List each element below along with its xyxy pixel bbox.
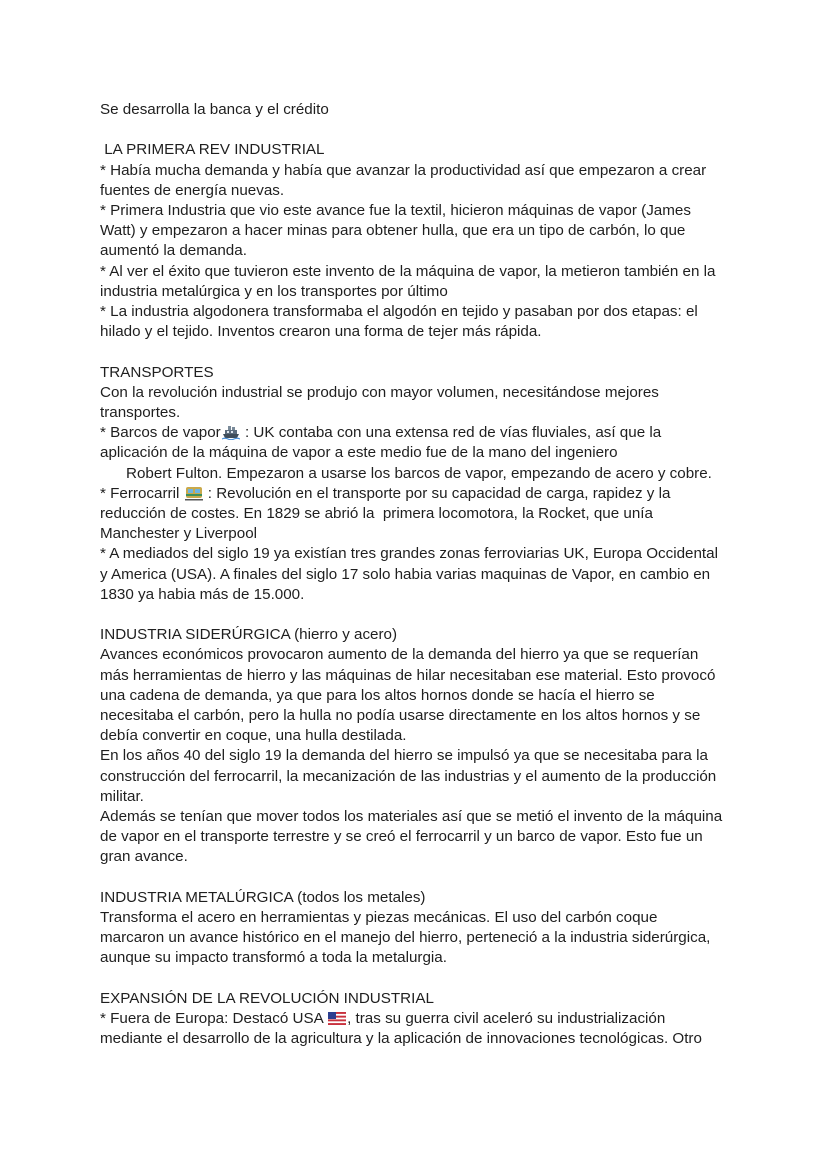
text-line: de vapor en el transporte terrestre y se creó el ferrocarril y un barco de vapor. Esto fue un <box>100 828 703 846</box>
text-line: más herramientas de hierro y las máquinas de hilar necesitaban ese material. Esto provocó <box>100 666 716 684</box>
text-line-ferrocarril <box>100 484 740 504</box>
text-line: mediante el desarrollo de la agricultura y la aplicación de innovaciones tecnológicas. Otro <box>100 1030 702 1048</box>
text-line: Watt) y empezaron a hacer minas para obtener hulla, que era un tipo de carbón, lo que <box>100 222 686 240</box>
section-siderurgica-body <box>100 645 740 867</box>
text-line: * Al ver el éxito que tuvieron este invento de la máquina de vapor, la metieron también en la <box>100 262 716 280</box>
text-fragment: : UK contaba con una extensa red de vías fluviales, así que la <box>240 424 662 442</box>
text-line: Avances económicos provocaron aumento de la demanda del hierro ya que se requerían <box>100 646 699 664</box>
text-fragment: * Barcos de vapor <box>100 424 221 442</box>
text-line: hilado y el tejido. Inventos crearon una forma de tejer más rápida. <box>100 323 542 341</box>
text-line: transportes. <box>100 404 181 422</box>
text-line: industria metalúrgica y en los transportes por último <box>100 282 448 300</box>
section-expansion-body <box>100 1009 740 1049</box>
text-line: construcción del ferrocarril, la mecanización de las industrias y el aumento de la producción <box>100 767 717 785</box>
text-line-barcos <box>100 423 740 443</box>
text-line: Robert Fulton. Empezaron a usarse los barcos de vapor, empezando de acero y cobre. <box>126 464 712 482</box>
section-title-expansion: EXPANSIÓN DE LA REVOLUCIÓN INDUSTRIAL <box>100 989 434 1007</box>
text-line: * La industria algodonera transformaba el algodón en tejido y pasaban por dos etapas: el <box>100 303 698 321</box>
section-title-primera-rev: LA PRIMERA REV INDUSTRIAL <box>100 141 325 159</box>
text-line: En los años 40 del siglo 19 la demanda del hierro se impulsó ya que se necesitaba para la <box>100 747 708 765</box>
text-line: aunque su impacto transformó a toda la metalurgia. <box>100 949 447 967</box>
text-line: marcaron un avance histórico en el manejo del hierro, perteneció a la industria siderúrgica, <box>100 929 711 947</box>
text-line: fuentes de energía nuevas. <box>100 181 285 199</box>
text-line: 1830 ya habia más de 15.000. <box>100 585 305 603</box>
text-line: aumentó la demanda. <box>100 242 247 260</box>
text-line: Además se tenían que mover todos los materiales así que se metió el invento de la máquina <box>100 808 723 826</box>
text-line: militar. <box>100 787 144 805</box>
text-fragment: * Fuera de Europa: Destacó USA <box>100 1010 328 1028</box>
text-line: * A mediados del siglo 19 ya existían tres grandes zonas ferroviarias UK, Europa Occidental <box>100 545 718 563</box>
text-line: necesitaba el carbón, pero la hulla no podía usarse directamente en los altos hornos y se <box>100 707 701 725</box>
text-line: una cadena de demanda, ya que para los altos hornos donde se hacía el hierro se <box>100 686 655 704</box>
text-line: * Primera Industria que vio este avance fue la textil, hicieron máquinas de vapor (James <box>100 202 691 219</box>
ship-icon <box>222 425 240 440</box>
text-line: gran avance. <box>100 848 188 866</box>
section-title-transportes: TRANSPORTES <box>100 363 214 381</box>
text-line: reducción de costes. En 1829 se abrió la primera locomotora, la Rocket, que unía <box>100 505 653 523</box>
text-line: y America (USA). A finales del siglo 17 solo habia varias maquinas de Vapor, en cambio en <box>100 565 711 583</box>
text-line: aplicación de la máquina de vapor a este medio fue de la mano del ingeniero <box>100 444 618 462</box>
text-fragment: : Revolución en el transporte por su capacidad de carga, rapidez y la <box>203 484 671 502</box>
train-icon <box>185 486 203 501</box>
text-fragment: , tras su guerra civil aceleró su industrialización <box>347 1010 666 1028</box>
text-line: Con la revolución industrial se produjo con mayor volumen, necesitándose mejores <box>100 383 659 401</box>
text-line: Manchester y Liverpool <box>100 525 258 543</box>
usa-flag-icon <box>328 1011 346 1026</box>
section-primera-rev-body <box>100 161 740 343</box>
document-body <box>100 100 740 1049</box>
text-line: Transforma el acero en herramientas y piezas mecánicas. El uso del carbón coque <box>100 909 658 927</box>
intro-line: Se desarrolla la banca y el crédito <box>100 101 329 118</box>
text-line: * Había mucha demanda y había que avanzar la productividad así que empezaron a crear <box>100 161 707 179</box>
text-line-usa <box>100 1009 740 1029</box>
section-transportes-body <box>100 383 740 605</box>
text-fragment: * Ferrocarril <box>100 484 184 502</box>
section-metalurgica-body <box>100 908 740 969</box>
section-title-metalurgica: INDUSTRIA METALÚRGICA (todos los metales) <box>100 888 426 906</box>
text-line: debía convertir en coque, una hulla destilada. <box>100 727 407 745</box>
section-title-siderurgica: INDUSTRIA SIDERÚRGICA (hierro y acero) <box>100 626 398 644</box>
